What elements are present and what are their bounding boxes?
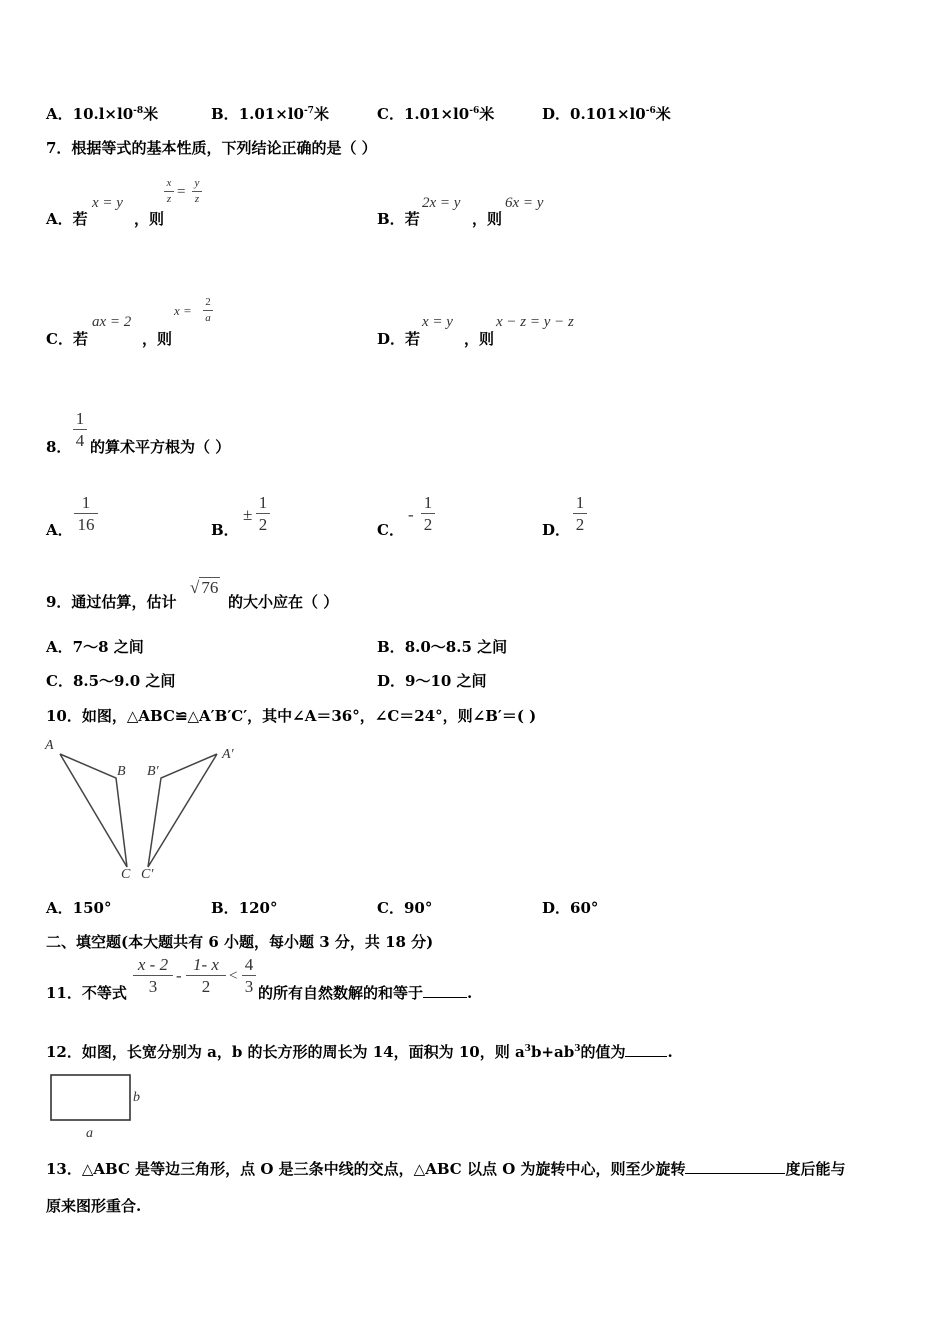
q6-option-d-unit: 米 bbox=[655, 105, 671, 123]
q9-option-b[interactable] bbox=[377, 636, 507, 657]
q9-option-a-text: 7～8 之间 bbox=[72, 638, 144, 656]
q11-f1-num: x - 2 bbox=[137, 955, 169, 974]
q9-stem-pre: 9．通过估算，估计 bbox=[46, 593, 177, 611]
q7-option-a-res-eq: = bbox=[177, 184, 186, 200]
q9-radicand: 76 bbox=[201, 578, 219, 597]
q7-option-b-res: 6x = y bbox=[505, 195, 544, 211]
q9-option-c[interactable] bbox=[46, 670, 175, 691]
q13-line1-pre: 13．△ABC 是等边三角形，点 O 是三条中线的交点，△ABC 以点 O 为旋转中心，则至少旋转 bbox=[46, 1160, 686, 1178]
q7-option-d-res: x − z = y − z bbox=[496, 314, 574, 330]
q7-option-d-cond: x = y bbox=[422, 314, 453, 330]
q8-option-b-fraction bbox=[256, 494, 270, 533]
q11-answer-blank[interactable] bbox=[423, 996, 467, 998]
q10-triangles-figure bbox=[40, 732, 250, 884]
q11-fraction-1 bbox=[133, 956, 173, 995]
q7-option-b-then: ，则 bbox=[472, 210, 503, 228]
q8-c-num: 1 bbox=[423, 493, 433, 512]
q12-text-post: 的值为 bbox=[580, 1043, 626, 1061]
sqrt-icon: √ bbox=[190, 578, 200, 597]
q7-option-b-letter: B． bbox=[377, 210, 405, 228]
q11-minus: - bbox=[176, 966, 182, 985]
rectangle bbox=[51, 1075, 130, 1120]
q6-option-c-unit: 米 bbox=[479, 105, 495, 123]
q10-option-a-text: 150° bbox=[72, 899, 112, 917]
q7-a-res-den1: z bbox=[166, 193, 172, 205]
q7-option-b-cond: 2x = y bbox=[422, 195, 461, 211]
q7-option-c-if: 若 bbox=[72, 330, 88, 348]
q7-stem: 7．根据等式的基本性质，下列结论正确的是（ ） bbox=[46, 139, 377, 157]
label-c: C bbox=[121, 867, 131, 882]
q8-option-a-fraction bbox=[74, 494, 98, 533]
q8-number: 8． bbox=[46, 438, 72, 456]
q7-option-a-if: 若 bbox=[72, 210, 88, 228]
q10-option-d-text: 60° bbox=[570, 899, 599, 917]
q11-f2-den: 2 bbox=[201, 977, 211, 996]
q6-option-c-exp: -6 bbox=[469, 106, 480, 116]
q6-option-b-letter: B． bbox=[211, 105, 239, 123]
q6-option-b-base: 1.01×l0 bbox=[238, 105, 304, 123]
q8-d-den: 2 bbox=[575, 515, 585, 534]
q7-option-d-if: 若 bbox=[405, 330, 421, 348]
q12-stem bbox=[46, 1041, 673, 1062]
q7-c-res-num: 2 bbox=[205, 296, 211, 308]
label-c-prime: C′ bbox=[141, 867, 154, 882]
q8-c-den: 2 bbox=[423, 515, 433, 534]
q8-option-c-sign: - bbox=[408, 505, 414, 524]
q9-option-c-text: 8.5～9.0 之间 bbox=[72, 672, 176, 690]
q7-option-b[interactable] bbox=[377, 208, 420, 229]
q7-option-d-letter: D． bbox=[377, 330, 406, 348]
q8-option-c[interactable]: C． bbox=[377, 521, 404, 539]
q7-option-a-res-frac1 bbox=[164, 178, 174, 205]
q10-option-a-letter: A． bbox=[46, 899, 73, 917]
label-b-side: b bbox=[133, 1090, 140, 1105]
q12-text-mid: b+ab bbox=[530, 1043, 575, 1061]
label-b-prime: B′ bbox=[147, 764, 159, 779]
q9-option-d-letter: D． bbox=[377, 672, 406, 690]
q8-frac-num: 1 bbox=[75, 409, 85, 428]
q9-stem-post: 的大小应在（ ） bbox=[228, 593, 339, 611]
q8-b-num: 1 bbox=[258, 493, 268, 512]
q7-a-res-den2: z bbox=[194, 193, 200, 205]
q13-answer-blank[interactable] bbox=[685, 1172, 785, 1174]
q6-option-d-base: 0.101×l0 bbox=[570, 105, 646, 123]
q9-sqrt bbox=[190, 578, 220, 598]
q13-line1-post: 度后能与 bbox=[785, 1160, 846, 1178]
q9-option-a-letter: A． bbox=[46, 638, 73, 656]
q11-post-text: 的所有自然数解的和等于 bbox=[258, 984, 424, 1002]
q11-f1-den: 3 bbox=[148, 977, 158, 996]
q6-option-c[interactable] bbox=[377, 103, 494, 124]
q8-option-b-sign: ± bbox=[243, 505, 253, 524]
q10-option-a[interactable] bbox=[46, 897, 111, 918]
q8-option-d[interactable]: D． bbox=[542, 521, 571, 539]
q11-f3-den: 3 bbox=[244, 977, 254, 996]
q6-option-a[interactable] bbox=[46, 103, 158, 124]
q9-option-d-text: 9～10 之间 bbox=[405, 672, 487, 690]
q12-answer-blank[interactable] bbox=[625, 1055, 667, 1057]
label-a: A bbox=[45, 738, 54, 753]
q8-option-c-fraction bbox=[421, 494, 435, 533]
q8-frac-den: 4 bbox=[75, 431, 85, 450]
q6-option-a-unit: 米 bbox=[143, 105, 159, 123]
q12-end: . bbox=[667, 1043, 673, 1061]
q12-sup2: 3 bbox=[574, 1044, 581, 1054]
q11-end: . bbox=[467, 984, 473, 1002]
q10-option-b-text: 120° bbox=[238, 899, 278, 917]
section-2-heading: 二、填空题(本大题共有 6 小题，每小题 3 分，共 18 分) bbox=[46, 933, 434, 951]
label-a-side: a bbox=[86, 1126, 93, 1141]
q8-option-a[interactable]: A． bbox=[46, 521, 73, 539]
q10-option-d-letter: D． bbox=[542, 899, 571, 917]
q7-option-b-if: 若 bbox=[404, 210, 420, 228]
q11-f3-num: 4 bbox=[244, 955, 254, 974]
q9-option-b-letter: B． bbox=[377, 638, 405, 656]
q7-option-c-letter: C． bbox=[46, 330, 73, 348]
q10-option-d[interactable] bbox=[542, 897, 598, 918]
q7-option-c[interactable] bbox=[46, 328, 88, 349]
label-b: B bbox=[117, 764, 126, 779]
q6-option-b[interactable] bbox=[211, 103, 329, 124]
q6-option-b-exp: -7 bbox=[303, 106, 314, 116]
q11-fraction-3 bbox=[242, 956, 256, 995]
q7-a-res-num1: x bbox=[166, 177, 172, 189]
q12-sup1: 3 bbox=[524, 1044, 531, 1054]
q7-option-a[interactable] bbox=[46, 208, 88, 229]
q11-fraction-2 bbox=[186, 956, 226, 995]
q10-option-c[interactable] bbox=[377, 897, 432, 918]
q7-option-c-res-lhs: x = bbox=[174, 303, 192, 318]
q6-option-d[interactable] bbox=[542, 103, 671, 124]
q11-f2-num: 1- x bbox=[193, 955, 219, 974]
q6-option-d-exp: -6 bbox=[645, 106, 656, 116]
q6-option-a-letter: A． bbox=[46, 105, 73, 123]
q11-less-than: < bbox=[229, 968, 238, 984]
q9-option-d[interactable] bbox=[377, 670, 487, 691]
q10-option-b[interactable] bbox=[211, 897, 278, 918]
q13-line-2: 原来图形重合. bbox=[46, 1197, 142, 1215]
q6-option-d-letter: D． bbox=[542, 105, 571, 123]
label-a-prime: A′ bbox=[222, 747, 234, 762]
q7-option-d[interactable] bbox=[377, 328, 420, 349]
q13-line-1 bbox=[46, 1158, 846, 1179]
q7-a-res-num2: y bbox=[194, 177, 200, 189]
q11-pre: 11．不等式 bbox=[46, 984, 127, 1002]
q8-option-d-fraction bbox=[573, 494, 587, 533]
q9-option-c-letter: C． bbox=[46, 672, 73, 690]
q10-stem: 10．如图，△ABC≌△A′B′C′，其中∠A＝36°，∠C＝24°，则∠B′＝( ) bbox=[46, 707, 537, 725]
q6-option-a-base: 10.l×l0 bbox=[72, 105, 134, 123]
q11-post bbox=[258, 982, 472, 1003]
q10-option-c-letter: C． bbox=[377, 899, 404, 917]
q7-option-c-then: ，则 bbox=[142, 330, 173, 348]
q12-text-pre: 12．如图，长宽分别为 a，b 的长方形的周长为 14，面积为 10，则 a bbox=[46, 1043, 525, 1061]
q6-option-c-letter: C． bbox=[377, 105, 404, 123]
q7-option-a-cond: x = y bbox=[92, 195, 123, 211]
q9-option-b-text: 8.0～8.5 之间 bbox=[404, 638, 508, 656]
q8-stem-fraction bbox=[73, 410, 87, 449]
q7-option-a-then: ，则 bbox=[134, 210, 165, 228]
q7-option-d-then: ，则 bbox=[464, 330, 495, 348]
q6-option-b-unit: 米 bbox=[313, 105, 329, 123]
q7-option-a-res-frac2 bbox=[192, 178, 202, 205]
q8-b-den: 2 bbox=[258, 515, 268, 534]
q7-option-c-res-frac bbox=[203, 297, 213, 324]
q7-option-a-letter: A． bbox=[46, 210, 73, 228]
q7-c-res-den: a bbox=[205, 312, 211, 324]
q10-option-c-text: 90° bbox=[403, 899, 433, 917]
q7-option-c-cond: ax = 2 bbox=[92, 314, 132, 330]
q8-d-num: 1 bbox=[575, 493, 585, 512]
q9-option-a[interactable] bbox=[46, 636, 144, 657]
q6-option-a-exp: -8 bbox=[133, 106, 144, 116]
q8-a-den: 16 bbox=[77, 515, 95, 534]
q8-stem: 的算术平方根为（ ） bbox=[90, 438, 231, 456]
q6-option-c-base: 1.01×l0 bbox=[403, 105, 470, 123]
q10-option-b-letter: B． bbox=[211, 899, 239, 917]
q12-rectangle-figure bbox=[44, 1070, 154, 1142]
q8-a-num: 1 bbox=[81, 493, 91, 512]
q8-option-b[interactable]: B． bbox=[211, 521, 239, 539]
